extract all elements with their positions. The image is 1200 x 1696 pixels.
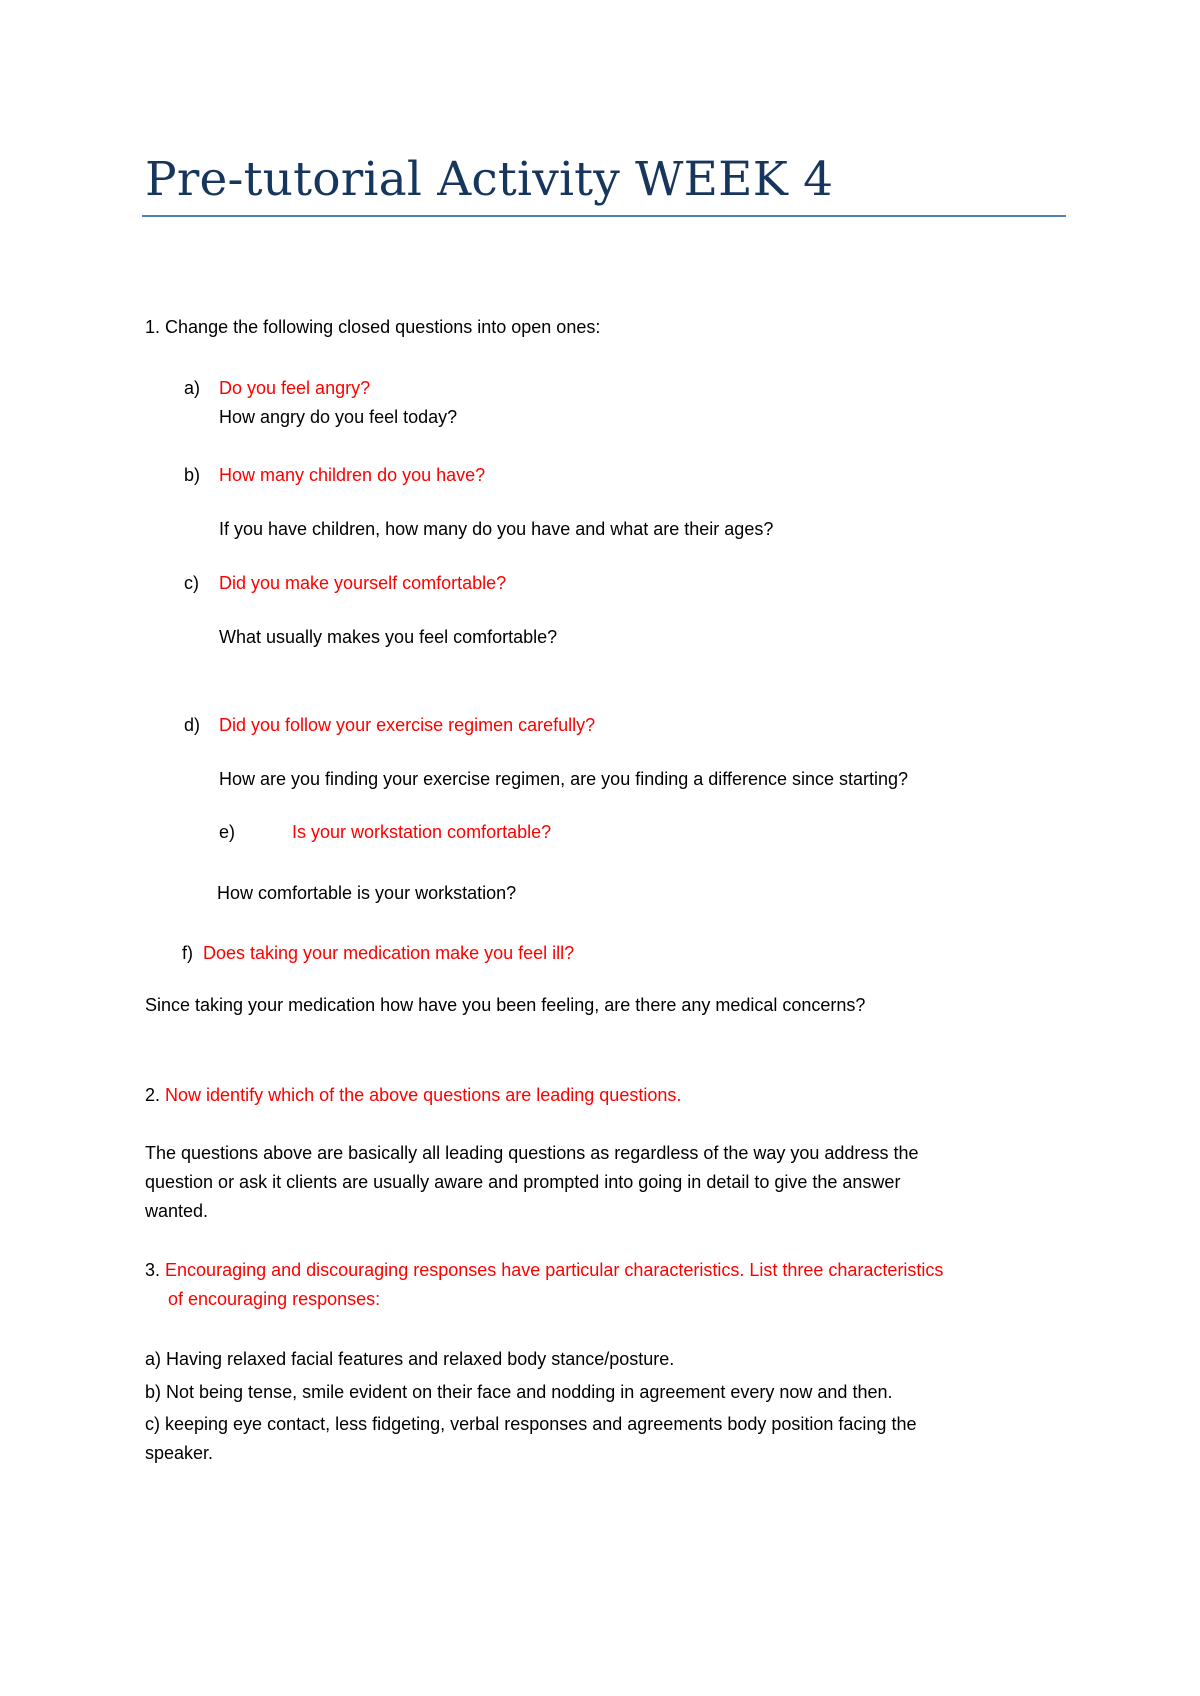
question-3-text-line-1: Encouraging and discouraging responses have particular characteristics. List three characteristics bbox=[165, 1260, 944, 1280]
question-3-text-line-2: of encouraging responses: bbox=[168, 1289, 381, 1309]
item-e-question: Is your workstation comfortable? bbox=[292, 822, 552, 842]
item-c-label: c) bbox=[184, 573, 199, 593]
item-d-label: d) bbox=[184, 715, 201, 735]
question-1-number: 1. bbox=[145, 317, 161, 337]
title-underline bbox=[142, 215, 1066, 217]
question-2-number: 2. bbox=[145, 1085, 161, 1105]
question-3-answer-c-continuation: speaker. bbox=[145, 1443, 214, 1463]
question-2-text: Now identify which of the above questions are leading questions. bbox=[165, 1085, 682, 1105]
item-d-answer: How are you finding your exercise regimen, are you finding a difference since starting? bbox=[219, 769, 909, 789]
item-e-label: e) bbox=[219, 822, 236, 842]
item-c-question: Did you make yourself comfortable? bbox=[219, 573, 507, 593]
question-3-number: 3. bbox=[145, 1260, 161, 1280]
question-3-answer-c: c) keeping eye contact, less fidgeting, verbal responses and agreements body position facing the bbox=[145, 1414, 917, 1434]
item-f-answer: Since taking your medication how have you been feeling, are there any medical concerns? bbox=[145, 995, 866, 1015]
item-e-answer: How comfortable is your workstation? bbox=[217, 883, 517, 903]
item-b-answer: If you have children, how many do you have and what are their ages? bbox=[219, 519, 774, 539]
question-3-answer-b: b) Not being tense, smile evident on their face and nodding in agreement every now and then. bbox=[145, 1382, 893, 1402]
question-2-answer-line-1: The questions above are basically all leading questions as regardless of the way you address the bbox=[145, 1143, 919, 1163]
question-3-line-1 bbox=[145, 1258, 943, 1282]
item-b-label: b) bbox=[184, 465, 201, 485]
question-3-answer-a: a) Having relaxed facial features and relaxed body stance/posture. bbox=[145, 1349, 675, 1369]
item-f-label: f) bbox=[182, 943, 193, 963]
question-2 bbox=[145, 1083, 681, 1107]
question-2-answer-line-3: wanted. bbox=[145, 1201, 209, 1221]
question-1 bbox=[145, 315, 600, 339]
question-2-answer-line-2: question or ask it clients are usually aware and prompted into going in detail to give the answer bbox=[145, 1172, 901, 1192]
page-title: Pre-tutorial Activity WEEK 4 bbox=[145, 152, 834, 207]
item-a-answer: How angry do you feel today? bbox=[219, 407, 458, 427]
item-f-question: Does taking your medication make you feel ill? bbox=[203, 943, 575, 963]
item-d-question: Did you follow your exercise regimen carefully? bbox=[219, 715, 596, 735]
item-a-question: Do you feel angry? bbox=[219, 378, 371, 398]
item-c-answer: What usually makes you feel comfortable? bbox=[219, 627, 558, 647]
item-a-label: a) bbox=[184, 378, 201, 398]
question-1-text: Change the following closed questions into open ones: bbox=[165, 317, 601, 337]
item-b-question: How many children do you have? bbox=[219, 465, 486, 485]
